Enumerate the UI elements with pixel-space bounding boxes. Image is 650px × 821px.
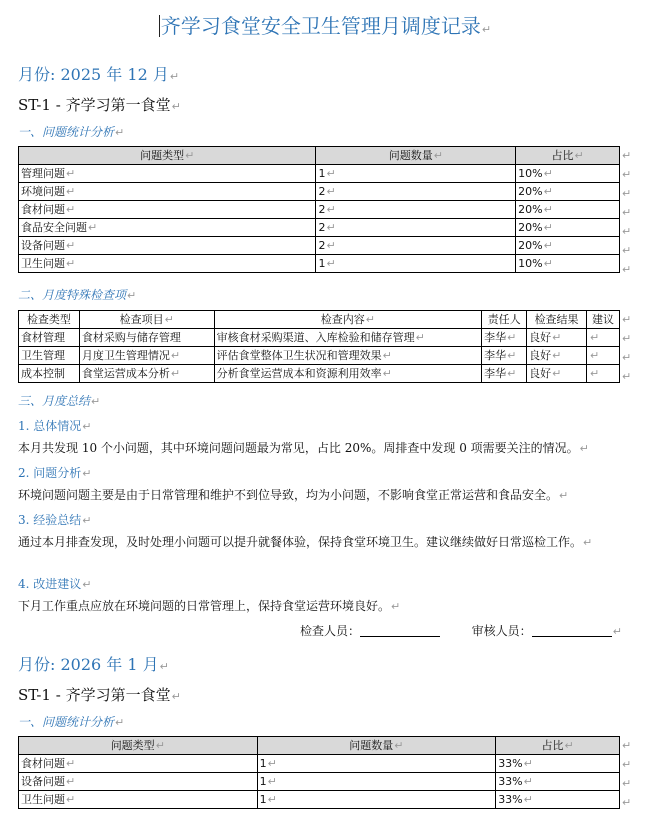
table-row	[19, 165, 620, 183]
table-cell: 20%↵	[516, 219, 620, 237]
table-header-row	[19, 147, 620, 165]
station-heading: ST-1 - 齐学习第一食堂↵	[18, 686, 181, 704]
summary-heading: 4. 改进建议↵	[18, 577, 92, 591]
table-cell: 33%↵	[496, 773, 620, 791]
table-cell: 20%↵	[516, 237, 620, 255]
table-cell: 2↵	[316, 237, 516, 255]
table-cell: 成本控制	[19, 365, 80, 383]
summary-text: 环境问题问题主要是由于日常管理和维护不到位导致，均为小问题，不影响食堂正常运营和食品安全。↵	[18, 488, 569, 502]
table-cell: 10%↵	[516, 255, 620, 273]
table-cell: 2↵	[316, 201, 516, 219]
table-row	[19, 773, 620, 791]
section-title-summary: 三、月度总结↵	[18, 394, 101, 408]
table-cell: ↵	[587, 329, 620, 347]
table-cell: 审核食材采购渠道、入库检验和储存管理↵	[214, 329, 482, 347]
text-cursor	[159, 15, 160, 37]
reviewer-blank[interactable]	[532, 636, 612, 637]
table-row	[19, 329, 620, 347]
table-cell: 良好↵	[527, 329, 587, 347]
table-row	[19, 755, 620, 773]
table-row	[19, 237, 620, 255]
table-cell: 20%↵	[516, 201, 620, 219]
header-cell: 检查结果	[527, 311, 587, 329]
row-end-marks: ↵ ↵ ↵ ↵	[622, 739, 632, 809]
table-cell: 卫生问题↵	[19, 255, 316, 273]
table-cell: 良好↵	[527, 365, 587, 383]
header-cell: 检查内容↵	[214, 311, 482, 329]
table-cell: 卫生管理	[19, 347, 80, 365]
summary-heading: 1. 总体情况↵	[18, 419, 92, 433]
header-cell: 检查类型	[19, 311, 80, 329]
table-row	[19, 255, 620, 273]
table-cell: 33%↵	[496, 755, 620, 773]
table-cell: 食材采购与储存管理	[79, 329, 214, 347]
table-header-row	[19, 737, 620, 755]
header-cell: 占比↵	[496, 737, 620, 755]
table-cell: ↵	[587, 347, 620, 365]
table-cell: 李华↵	[482, 347, 527, 365]
table-cell: 1↵	[257, 791, 496, 809]
table-cell: 设备问题↵	[19, 237, 316, 255]
document-title: 齐学习食堂安全卫生管理月调度记录↵	[160, 14, 492, 38]
table-cell: 1↵	[257, 755, 496, 773]
table-cell: 食品安全问题↵	[19, 219, 316, 237]
row-end-marks: ↵ ↵ ↵ ↵ ↵ ↵ ↵	[622, 149, 632, 276]
table-cell: 1↵	[257, 773, 496, 791]
header-cell: 责任人	[482, 311, 527, 329]
summary-text: 本月共发现 10 个小问题，其中环境问题问题最为常见，占比 20%。周排查中发现 0 项需要关注的情况。↵	[18, 441, 589, 455]
section-title-inspections: 二、月度特殊检查项↵	[18, 288, 137, 302]
month-heading: 月份: 2026 年 1 月↵	[18, 655, 169, 674]
header-cell: 占比↵	[516, 147, 620, 165]
inspector-blank[interactable]	[360, 636, 440, 637]
summary-text: 下月工作重点应放在环境问题的日常管理上，保持食堂运营环境良好。↵	[18, 599, 401, 613]
stats-table-2	[18, 736, 620, 809]
table-cell: 1↵	[316, 255, 516, 273]
row-end-marks: ↵ ↵ ↵ ↵	[622, 313, 632, 383]
stats-table	[18, 146, 620, 273]
table-cell: 分析食堂运营成本和资源利用效率↵	[214, 365, 482, 383]
table-cell: 1↵	[316, 165, 516, 183]
header-cell: 建议	[587, 311, 620, 329]
table-cell: 食堂运营成本分析↵	[79, 365, 214, 383]
table-cell: 李华↵	[482, 329, 527, 347]
table-cell: 20%↵	[516, 183, 620, 201]
table-cell: 食材管理	[19, 329, 80, 347]
reviewer-label: 审核人员：	[471, 624, 532, 638]
section-title-stats: 一、问题统计分析↵	[18, 715, 125, 729]
table-cell: 李华↵	[482, 365, 527, 383]
section-title-stats: 一、问题统计分析↵	[18, 125, 125, 139]
table-header-row	[19, 311, 620, 329]
header-cell: 问题数量↵	[316, 147, 516, 165]
table-cell: 设备问题↵	[19, 773, 258, 791]
table-cell: 食材问题↵	[19, 755, 258, 773]
inspector-label: 检查人员：	[300, 624, 361, 638]
table-row	[19, 219, 620, 237]
table-row	[19, 365, 620, 383]
table-cell: 管理问题↵	[19, 165, 316, 183]
header-cell: 问题数量↵	[257, 737, 496, 755]
signature-line: 检查人员： 审核人员： ↵	[300, 624, 622, 638]
table-cell: 评估食堂整体卫生状况和管理效果↵	[214, 347, 482, 365]
table-row	[19, 183, 620, 201]
table-cell: 环境问题↵	[19, 183, 316, 201]
table-row	[19, 347, 620, 365]
inspection-table	[18, 310, 620, 383]
table-cell: 卫生问题↵	[19, 791, 258, 809]
month-heading: 月份: 2025 年 12 月↵	[18, 65, 180, 84]
table-cell: 10%↵	[516, 165, 620, 183]
table-row	[19, 791, 620, 809]
summary-heading: 2. 问题分析↵	[18, 466, 92, 480]
table-row	[19, 201, 620, 219]
table-cell: 月度卫生管理情况↵	[79, 347, 214, 365]
summary-text: 通过本月排查发现，及时处理小问题可以提升就餐体验，保持食堂环境卫生。建议继续做好日常巡检工作。↵	[18, 535, 593, 549]
table-cell: 2↵	[316, 219, 516, 237]
summary-heading: 3. 经验总结↵	[18, 513, 92, 527]
header-cell: 问题类型↵	[19, 147, 316, 165]
station-heading: ST-1 - 齐学习第一食堂↵	[18, 96, 181, 114]
table-cell: 33%↵	[496, 791, 620, 809]
table-cell: ↵	[587, 365, 620, 383]
header-cell: 检查项目↵	[79, 311, 214, 329]
table-cell: 食材问题↵	[19, 201, 316, 219]
header-cell: 问题类型↵	[19, 737, 258, 755]
table-cell: 2↵	[316, 183, 516, 201]
table-cell: 良好↵	[527, 347, 587, 365]
